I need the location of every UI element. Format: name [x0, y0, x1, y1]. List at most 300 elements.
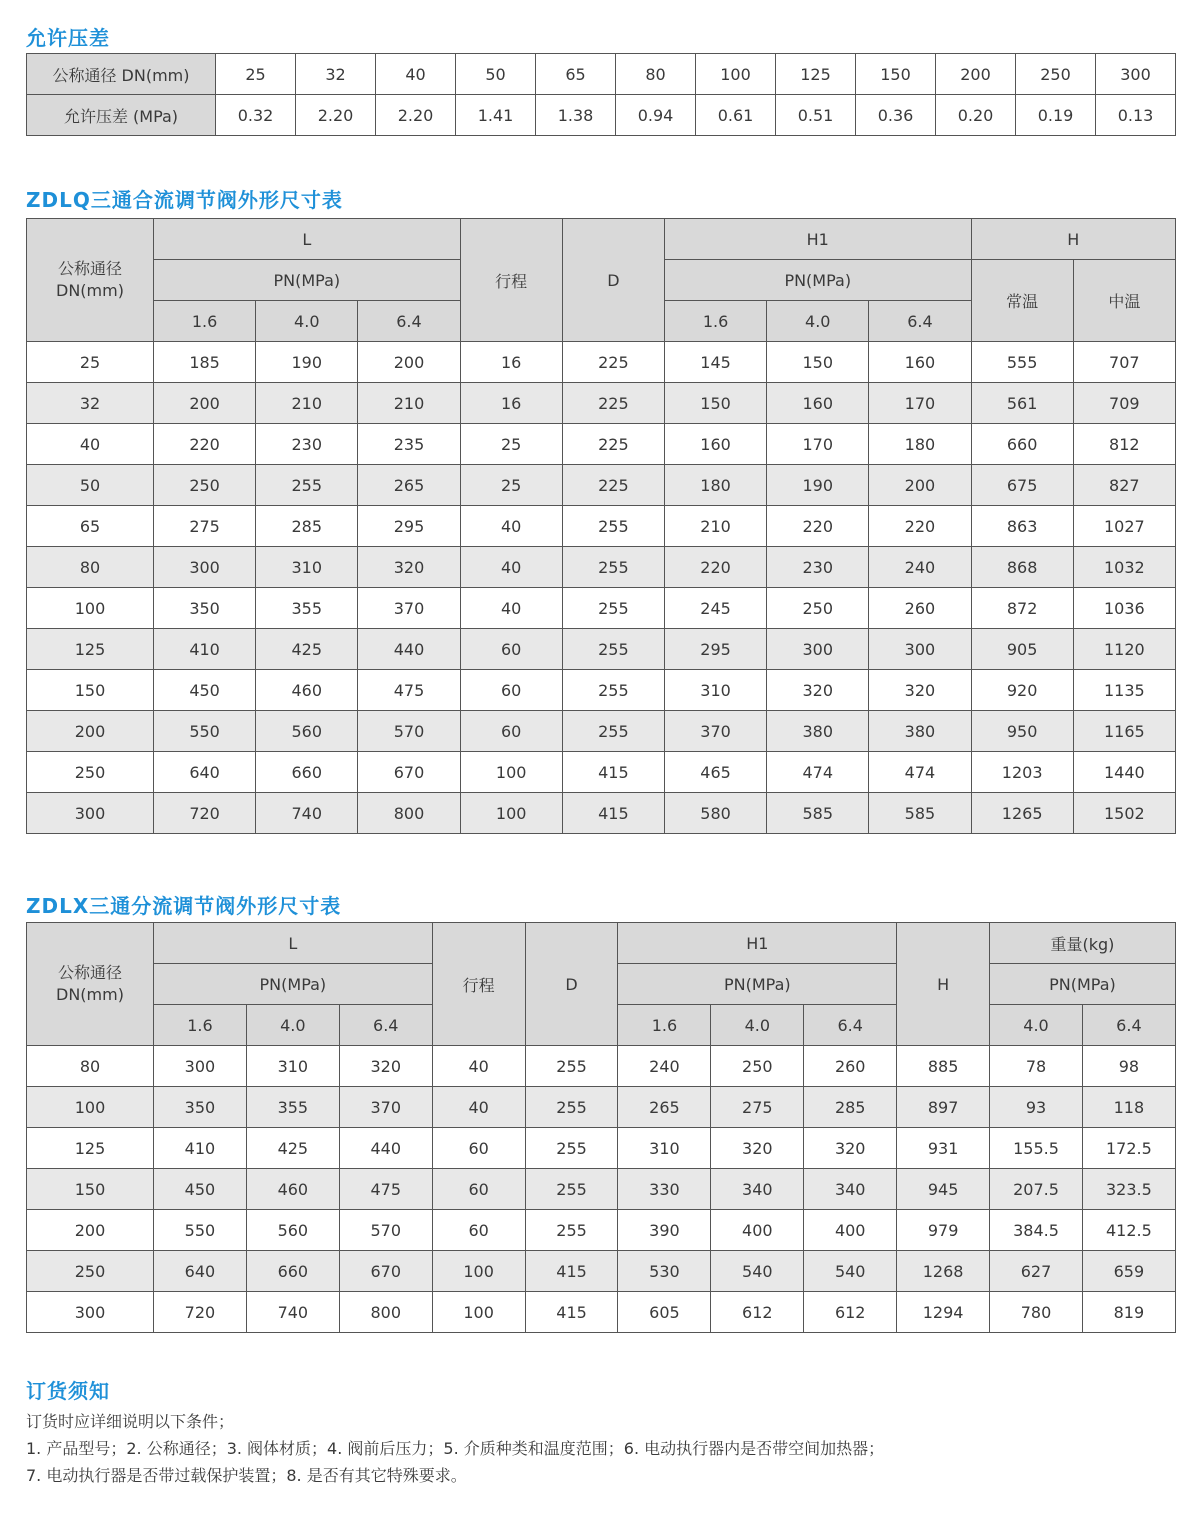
zdlq-value-cell: 920	[971, 670, 1073, 711]
zdlx-d-header: D	[525, 923, 618, 1046]
zdlq-pn-value-header: 1.6	[154, 301, 256, 342]
zdlq-h-header: H	[971, 219, 1175, 260]
zdlx-value-cell: 425	[246, 1128, 339, 1169]
zdlq-value-cell: 872	[971, 588, 1073, 629]
zdlq-value-cell: 225	[562, 383, 664, 424]
zdlq-value-cell: 320	[767, 670, 869, 711]
pressure-dn-cell: 80	[616, 54, 696, 95]
zdlx-value-cell: 885	[897, 1046, 990, 1087]
zdlq-value-cell: 265	[358, 465, 460, 506]
zdlx-value-cell: 40	[432, 1046, 525, 1087]
zdlq-value-cell: 550	[154, 711, 256, 752]
zdlx-value-cell: 540	[804, 1251, 897, 1292]
zdlx-value-cell: 475	[339, 1169, 432, 1210]
zdlx-value-cell: 340	[711, 1169, 804, 1210]
zdlq-table-row	[27, 670, 1176, 711]
order-section-title: 订货须知	[26, 1379, 110, 1403]
zdlx-value-cell: 172.5	[1082, 1128, 1175, 1169]
zdlx-value-cell: 460	[246, 1169, 339, 1210]
zdlx-value-cell: 780	[990, 1292, 1083, 1333]
zdlx-header-row	[27, 923, 1176, 964]
zdlq-value-cell: 1120	[1073, 629, 1175, 670]
zdlq-value-cell: 185	[154, 342, 256, 383]
zdlq-value-cell: 25	[460, 424, 562, 465]
zdlx-value-cell: 60	[432, 1128, 525, 1169]
zdlx-value-cell: 255	[525, 1087, 618, 1128]
zdlq-value-cell: 40	[460, 506, 562, 547]
zdlq-dn-header: 公称通径 DN(mm)	[27, 219, 154, 342]
zdlx-value-cell: 384.5	[990, 1210, 1083, 1251]
order-notes	[26, 1408, 1176, 1489]
zdlq-mid-temp-header: 中温	[1073, 260, 1175, 342]
zdlq-value-cell: 200	[358, 342, 460, 383]
zdlq-dn-cell: 80	[27, 547, 154, 588]
zdlx-value-cell: 265	[618, 1087, 711, 1128]
zdlx-table-row	[27, 1128, 1176, 1169]
zdlx-weight-header: 重量(kg)	[990, 923, 1176, 964]
zdlx-value-cell: 560	[246, 1210, 339, 1251]
zdlq-value-cell: 1032	[1073, 547, 1175, 588]
zdlq-value-cell: 675	[971, 465, 1073, 506]
zdlq-table-row	[27, 588, 1176, 629]
zdlq-value-cell: 812	[1073, 424, 1175, 465]
zdlq-value-cell: 60	[460, 670, 562, 711]
pressure-dp-row	[27, 95, 1176, 136]
zdlq-value-cell: 320	[869, 670, 971, 711]
zdlq-value-cell: 150	[664, 383, 766, 424]
zdlq-dn-cell: 150	[27, 670, 154, 711]
zdlq-value-cell: 145	[664, 342, 766, 383]
zdlq-l-header: L	[154, 219, 461, 260]
zdlq-value-cell: 150	[767, 342, 869, 383]
zdlq-value-cell: 16	[460, 383, 562, 424]
pressure-dp-cell: 2.20	[376, 95, 456, 136]
zdlq-value-cell: 560	[256, 711, 358, 752]
zdlq-value-cell: 190	[256, 342, 358, 383]
zdlq-value-cell: 225	[562, 342, 664, 383]
pressure-section-title: 允许压差	[26, 26, 110, 50]
zdlx-value-cell: 320	[711, 1128, 804, 1169]
zdlq-value-cell: 250	[767, 588, 869, 629]
zdlx-value-cell: 390	[618, 1210, 711, 1251]
zdlq-value-cell: 200	[869, 465, 971, 506]
zdlq-value-cell: 1265	[971, 793, 1073, 834]
zdlx-dn-header: 公称通径 DN(mm)	[27, 923, 154, 1046]
zdlq-value-cell: 300	[767, 629, 869, 670]
zdlq-value-cell: 827	[1073, 465, 1175, 506]
zdlx-value-cell: 415	[525, 1251, 618, 1292]
zdlq-value-cell: 255	[562, 670, 664, 711]
zdlx-weight-pn-value-header: 6.4	[1082, 1005, 1175, 1046]
pressure-dp-cell: 0.20	[936, 95, 1016, 136]
zdlx-weight-pn-value-header: 4.0	[990, 1005, 1083, 1046]
zdlx-value-cell: 945	[897, 1169, 990, 1210]
zdlx-value-cell: 612	[711, 1292, 804, 1333]
pressure-dp-cell: 0.13	[1096, 95, 1176, 136]
zdlx-value-cell: 300	[154, 1046, 247, 1087]
zdlx-value-cell: 255	[525, 1046, 618, 1087]
zdlx-stroke-header: 行程	[432, 923, 525, 1046]
pressure-dp-cell: 0.32	[216, 95, 296, 136]
zdlx-table-row	[27, 1251, 1176, 1292]
zdlq-value-cell: 370	[358, 588, 460, 629]
zdlx-value-cell: 355	[246, 1087, 339, 1128]
zdlq-value-cell: 300	[154, 547, 256, 588]
pressure-dn-label: 公称通径 DN(mm)	[27, 54, 216, 95]
zdlq-value-cell: 1440	[1073, 752, 1175, 793]
zdlq-value-cell: 190	[767, 465, 869, 506]
zdlq-table-row	[27, 547, 1176, 588]
pressure-dp-cell: 1.41	[456, 95, 536, 136]
pressure-dp-cell: 0.61	[696, 95, 776, 136]
zdlx-l-header: L	[154, 923, 433, 964]
zdlq-value-cell: 800	[358, 793, 460, 834]
zdlq-value-cell: 320	[358, 547, 460, 588]
zdlx-value-cell: 285	[804, 1087, 897, 1128]
zdlx-value-cell: 612	[804, 1292, 897, 1333]
pressure-dn-cell: 300	[1096, 54, 1176, 95]
zdlq-value-cell: 1027	[1073, 506, 1175, 547]
pressure-dp-cell: 0.36	[856, 95, 936, 136]
zdlx-value-cell: 740	[246, 1292, 339, 1333]
zdlq-table-row	[27, 629, 1176, 670]
zdlq-dn-cell: 32	[27, 383, 154, 424]
zdlq-value-cell: 380	[869, 711, 971, 752]
zdlx-pn-value-header: 6.4	[339, 1005, 432, 1046]
zdlq-value-cell: 255	[562, 629, 664, 670]
pressure-dp-cell: 0.94	[616, 95, 696, 136]
zdlx-value-cell: 540	[711, 1251, 804, 1292]
zdlq-value-cell: 100	[460, 752, 562, 793]
zdlx-value-cell: 659	[1082, 1251, 1175, 1292]
zdlx-pn-value-header: 1.6	[618, 1005, 711, 1046]
zdlx-value-cell: 410	[154, 1128, 247, 1169]
zdlx-value-cell: 550	[154, 1210, 247, 1251]
zdlq-value-cell: 380	[767, 711, 869, 752]
order-note-line: 订货时应详细说明以下条件；	[26, 1412, 235, 1431]
zdlx-value-cell: 440	[339, 1128, 432, 1169]
zdlq-pn-value-header: 1.6	[664, 301, 766, 342]
zdlq-value-cell: 555	[971, 342, 1073, 383]
zdlx-value-cell: 412.5	[1082, 1210, 1175, 1251]
zdlx-table-body	[27, 1046, 1176, 1333]
zdlq-value-cell: 474	[767, 752, 869, 793]
zdlx-table-row	[27, 1046, 1176, 1087]
order-note-line: 7. 电动执行器是否带过载保护装置；8. 是否有其它特殊要求。	[26, 1466, 467, 1485]
zdlq-value-cell: 1036	[1073, 588, 1175, 629]
pressure-dn-cell: 32	[296, 54, 376, 95]
zdlq-value-cell: 170	[767, 424, 869, 465]
zdlx-dn-cell: 125	[27, 1128, 154, 1169]
zdlq-value-cell: 863	[971, 506, 1073, 547]
zdlq-value-cell: 25	[460, 465, 562, 506]
zdlq-value-cell: 660	[971, 424, 1073, 465]
zdlq-value-cell: 580	[664, 793, 766, 834]
zdlq-value-cell: 170	[869, 383, 971, 424]
zdlq-value-cell: 225	[562, 465, 664, 506]
zdlx-value-cell: 255	[525, 1210, 618, 1251]
pressure-dn-cell: 65	[536, 54, 616, 95]
zdlq-value-cell: 415	[562, 793, 664, 834]
zdlq-value-cell: 240	[869, 547, 971, 588]
zdlq-value-cell: 255	[562, 506, 664, 547]
zdlq-value-cell: 561	[971, 383, 1073, 424]
zdlq-dn-cell: 100	[27, 588, 154, 629]
zdlx-value-cell: 93	[990, 1087, 1083, 1128]
zdlx-pn-value-header: 4.0	[246, 1005, 339, 1046]
zdlq-h1-pn-header: PN(MPa)	[664, 260, 971, 301]
zdlx-value-cell: 207.5	[990, 1169, 1083, 1210]
zdlq-value-cell: 1502	[1073, 793, 1175, 834]
zdlx-h1-pn-header: PN(MPa)	[618, 964, 897, 1005]
zdlx-h-header: H	[897, 923, 990, 1046]
zdlq-value-cell: 180	[664, 465, 766, 506]
zdlx-value-cell: 78	[990, 1046, 1083, 1087]
pressure-dn-cell: 250	[1016, 54, 1096, 95]
zdlx-value-cell: 627	[990, 1251, 1083, 1292]
zdlx-table-row	[27, 1087, 1176, 1128]
zdlq-value-cell: 210	[664, 506, 766, 547]
zdlq-table-body	[27, 342, 1176, 834]
zdlq-d-header: D	[562, 219, 664, 342]
zdlx-table-row	[27, 1169, 1176, 1210]
zdlx-value-cell: 1268	[897, 1251, 990, 1292]
zdlq-value-cell: 285	[256, 506, 358, 547]
pressure-dp-label: 允许压差 (MPa)	[27, 95, 216, 136]
zdlq-table-row	[27, 711, 1176, 752]
zdlx-value-cell: 720	[154, 1292, 247, 1333]
zdlq-value-cell: 350	[154, 588, 256, 629]
zdlx-value-cell: 100	[432, 1251, 525, 1292]
zdlq-value-cell: 245	[664, 588, 766, 629]
zdlx-value-cell: 310	[618, 1128, 711, 1169]
zdlq-table	[26, 218, 1176, 834]
zdlq-value-cell: 40	[460, 547, 562, 588]
zdlq-value-cell: 905	[971, 629, 1073, 670]
zdlx-value-cell: 310	[246, 1046, 339, 1087]
zdlq-value-cell: 40	[460, 588, 562, 629]
zdlx-dn-cell: 300	[27, 1292, 154, 1333]
zdlq-value-cell: 160	[869, 342, 971, 383]
zdlx-value-cell: 118	[1082, 1087, 1175, 1128]
pressure-dn-cell: 25	[216, 54, 296, 95]
zdlx-value-cell: 330	[618, 1169, 711, 1210]
zdlq-value-cell: 255	[256, 465, 358, 506]
zdlq-table-row	[27, 424, 1176, 465]
zdlx-table-row	[27, 1210, 1176, 1251]
zdlq-value-cell: 255	[562, 547, 664, 588]
zdlq-value-cell: 255	[562, 711, 664, 752]
zdlq-value-cell: 230	[256, 424, 358, 465]
zdlx-section-title: ZDLX三通分流调节阀外形尺寸表	[26, 894, 342, 918]
zdlq-value-cell: 60	[460, 629, 562, 670]
zdlq-value-cell: 1203	[971, 752, 1073, 793]
zdlq-value-cell: 370	[664, 711, 766, 752]
zdlx-dn-cell: 80	[27, 1046, 154, 1087]
zdlq-table-row	[27, 465, 1176, 506]
zdlx-l-pn-header: PN(MPa)	[154, 964, 433, 1005]
zdlq-value-cell: 465	[664, 752, 766, 793]
pressure-dn-cell: 125	[776, 54, 856, 95]
zdlx-dn-cell: 150	[27, 1169, 154, 1210]
pressure-table	[26, 53, 1176, 136]
zdlq-value-cell: 210	[256, 383, 358, 424]
zdlq-value-cell: 220	[767, 506, 869, 547]
zdlx-value-cell: 370	[339, 1087, 432, 1128]
zdlx-value-cell: 155.5	[990, 1128, 1083, 1169]
zdlq-value-cell: 709	[1073, 383, 1175, 424]
zdlq-value-cell: 425	[256, 629, 358, 670]
zdlq-value-cell: 210	[358, 383, 460, 424]
zdlq-l-pn-header: PN(MPa)	[154, 260, 461, 301]
zdlx-pn-value-header: 6.4	[804, 1005, 897, 1046]
zdlx-value-cell: 98	[1082, 1046, 1175, 1087]
zdlq-value-cell: 60	[460, 711, 562, 752]
zdlq-pn-value-header: 4.0	[256, 301, 358, 342]
zdlx-value-cell: 570	[339, 1210, 432, 1251]
zdlx-dn-cell: 100	[27, 1087, 154, 1128]
zdlq-value-cell: 100	[460, 793, 562, 834]
zdlx-value-cell: 979	[897, 1210, 990, 1251]
zdlq-value-cell: 410	[154, 629, 256, 670]
zdlq-pn-value-header: 6.4	[358, 301, 460, 342]
zdlq-value-cell: 250	[154, 465, 256, 506]
zdlx-value-cell: 931	[897, 1128, 990, 1169]
zdlq-value-cell: 740	[256, 793, 358, 834]
zdlx-value-cell: 250	[711, 1046, 804, 1087]
zdlq-value-cell: 260	[869, 588, 971, 629]
zdlq-value-cell: 220	[154, 424, 256, 465]
zdlx-value-cell: 60	[432, 1169, 525, 1210]
zdlq-value-cell: 570	[358, 711, 460, 752]
pressure-dn-cell: 150	[856, 54, 936, 95]
zdlq-value-cell: 585	[869, 793, 971, 834]
zdlx-value-cell: 415	[525, 1292, 618, 1333]
zdlq-value-cell: 310	[256, 547, 358, 588]
zdlq-value-cell: 585	[767, 793, 869, 834]
zdlq-table-row	[27, 342, 1176, 383]
zdlq-value-cell: 415	[562, 752, 664, 793]
zdlx-value-cell: 1294	[897, 1292, 990, 1333]
zdlx-value-cell: 800	[339, 1292, 432, 1333]
zdlx-weight-pn-header: PN(MPa)	[990, 964, 1176, 1005]
zdlx-value-cell: 640	[154, 1251, 247, 1292]
zdlq-value-cell: 640	[154, 752, 256, 793]
zdlq-value-cell: 200	[154, 383, 256, 424]
zdlq-normal-temp-header: 常温	[971, 260, 1073, 342]
zdlq-value-cell: 220	[664, 547, 766, 588]
pressure-dp-cell: 2.20	[296, 95, 376, 136]
zdlq-value-cell: 230	[767, 547, 869, 588]
zdlx-value-cell: 240	[618, 1046, 711, 1087]
zdlq-value-cell: 220	[869, 506, 971, 547]
zdlx-value-cell: 660	[246, 1251, 339, 1292]
zdlx-table	[26, 922, 1176, 1333]
zdlx-value-cell: 255	[525, 1169, 618, 1210]
zdlq-table-row	[27, 793, 1176, 834]
zdlq-value-cell: 950	[971, 711, 1073, 752]
zdlq-table-row	[27, 752, 1176, 793]
zdlx-pn-value-header: 4.0	[711, 1005, 804, 1046]
zdlx-value-cell: 340	[804, 1169, 897, 1210]
zdlq-value-cell: 310	[664, 670, 766, 711]
zdlq-table-row	[27, 383, 1176, 424]
zdlq-value-cell: 295	[664, 629, 766, 670]
zdlx-pn-value-header: 1.6	[154, 1005, 247, 1046]
zdlq-pn-value-header: 4.0	[767, 301, 869, 342]
zdlx-value-cell: 400	[804, 1210, 897, 1251]
zdlq-value-cell: 1135	[1073, 670, 1175, 711]
pressure-dn-cell: 50	[456, 54, 536, 95]
zdlq-dn-cell: 200	[27, 711, 154, 752]
zdlq-value-cell: 160	[767, 383, 869, 424]
zdlq-value-cell: 355	[256, 588, 358, 629]
zdlq-value-cell: 707	[1073, 342, 1175, 383]
zdlx-value-cell: 450	[154, 1169, 247, 1210]
zdlq-header-row	[27, 219, 1176, 260]
zdlq-dn-cell: 125	[27, 629, 154, 670]
zdlq-value-cell: 660	[256, 752, 358, 793]
zdlx-value-cell: 400	[711, 1210, 804, 1251]
zdlx-value-cell: 275	[711, 1087, 804, 1128]
zdlq-value-cell: 868	[971, 547, 1073, 588]
zdlq-value-cell: 300	[869, 629, 971, 670]
zdlq-value-cell: 1165	[1073, 711, 1175, 752]
zdlq-value-cell: 160	[664, 424, 766, 465]
zdlq-value-cell: 225	[562, 424, 664, 465]
zdlx-value-cell: 323.5	[1082, 1169, 1175, 1210]
pressure-dp-cell: 0.51	[776, 95, 856, 136]
zdlx-dn-cell: 200	[27, 1210, 154, 1251]
pressure-dn-cell: 100	[696, 54, 776, 95]
zdlq-h1-header: H1	[664, 219, 971, 260]
zdlq-value-cell: 460	[256, 670, 358, 711]
zdlx-value-cell: 100	[432, 1292, 525, 1333]
zdlx-value-cell: 60	[432, 1210, 525, 1251]
zdlq-value-cell: 440	[358, 629, 460, 670]
pressure-dn-row	[27, 54, 1176, 95]
zdlq-value-cell: 180	[869, 424, 971, 465]
order-note-line: 1. 产品型号；2. 公称通径；3. 阀体材质；4. 阀前后压力；5. 介质种类和温度范围；6. 电动执行器内是否带空间加热器；	[26, 1439, 885, 1458]
zdlq-pn-value-header: 6.4	[869, 301, 971, 342]
zdlq-section-title: ZDLQ三通合流调节阀外形尺寸表	[26, 188, 343, 212]
zdlq-value-cell: 295	[358, 506, 460, 547]
zdlx-value-cell: 320	[804, 1128, 897, 1169]
zdlx-h1-header: H1	[618, 923, 897, 964]
zdlx-value-cell: 605	[618, 1292, 711, 1333]
zdlx-value-cell: 670	[339, 1251, 432, 1292]
zdlq-value-cell: 474	[869, 752, 971, 793]
zdlq-value-cell: 670	[358, 752, 460, 793]
zdlq-value-cell: 450	[154, 670, 256, 711]
zdlq-dn-cell: 300	[27, 793, 154, 834]
zdlq-dn-cell: 40	[27, 424, 154, 465]
zdlq-stroke-header: 行程	[460, 219, 562, 342]
zdlq-dn-cell: 25	[27, 342, 154, 383]
zdlx-value-cell: 897	[897, 1087, 990, 1128]
zdlq-table-row	[27, 506, 1176, 547]
zdlx-value-cell: 40	[432, 1087, 525, 1128]
zdlq-value-cell: 720	[154, 793, 256, 834]
zdlq-value-cell: 475	[358, 670, 460, 711]
zdlq-value-cell: 255	[562, 588, 664, 629]
pressure-dp-cell: 0.19	[1016, 95, 1096, 136]
zdlx-value-cell: 819	[1082, 1292, 1175, 1333]
pressure-dn-cell: 200	[936, 54, 1016, 95]
zdlq-value-cell: 275	[154, 506, 256, 547]
zdlx-value-cell: 320	[339, 1046, 432, 1087]
zdlx-dn-cell: 250	[27, 1251, 154, 1292]
